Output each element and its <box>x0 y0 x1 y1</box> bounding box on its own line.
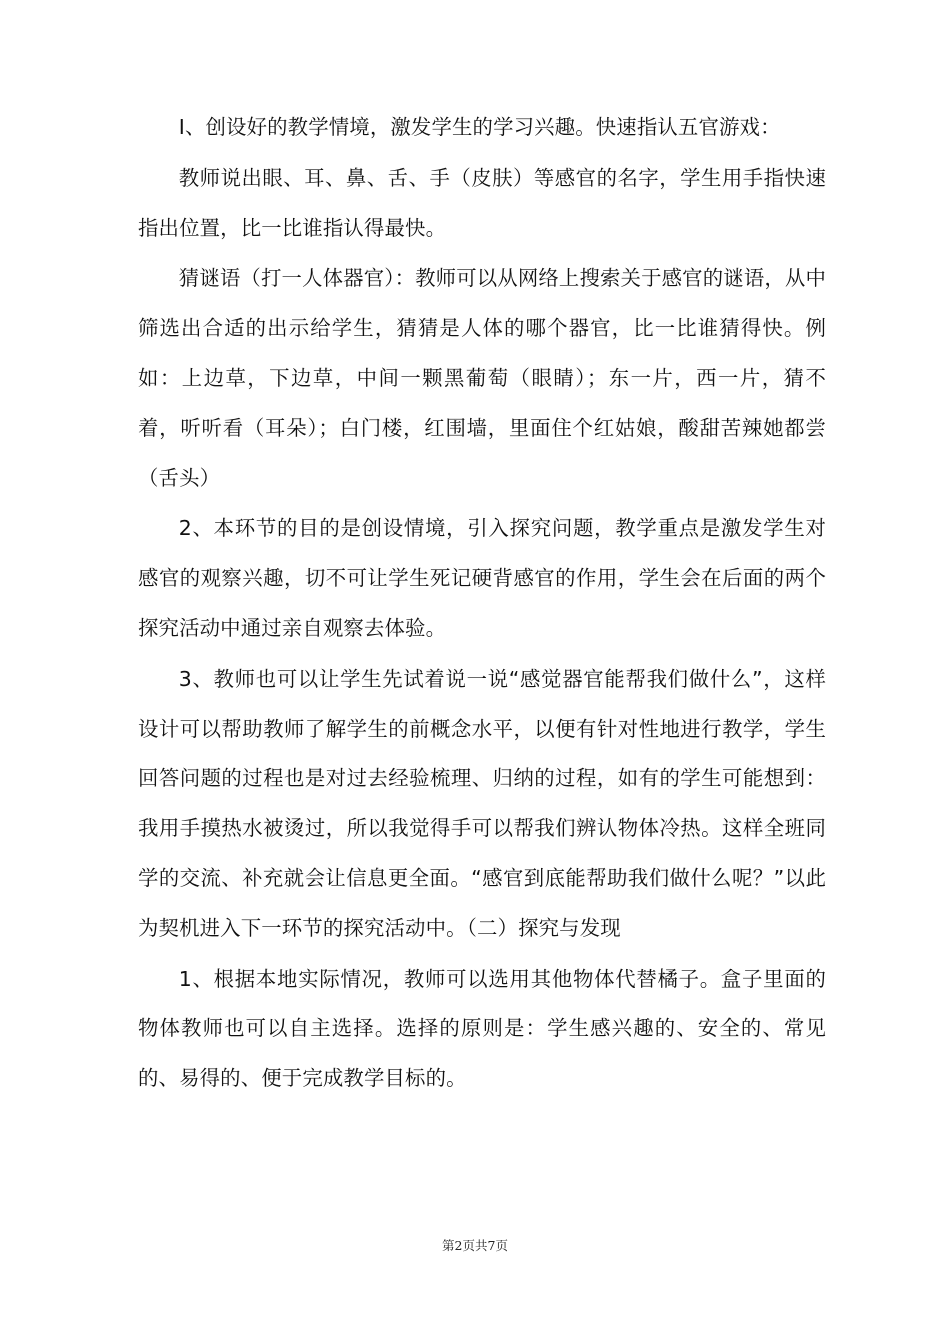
page-number: 第2页共7页 <box>442 1238 508 1253</box>
paragraph-purpose: 2、本环节的目的是创设情境，引入探究问题，教学重点是激发学生对感官的观察兴趣，切不可让学生死记硬背感官的作用，学生会在后面的两个探究活动中通过亲自观察去体验。 <box>138 516 826 640</box>
paragraph-riddles: 猜谜语（打一人体器官）：教师可以从网络上搜索关于感官的谜语，从中筛选出合适的出示给学生，猜猜是人体的哪个器官，比一比谁猜得快。例如：上边草，下边草，中间一颗黑葡萄（眼睛）；东一片，西一片，猜不着，听听看（耳朵）；白门楼，红围墙，里面住个红姑娘，酸甜苦辣她都尝（舌头） <box>138 266 826 490</box>
paragraph-discussion: 3、教师也可以让学生先试着说一说“感觉器官能帮我们做什么”，这样设计可以帮助教师了解学生的前概念水平，以便有针对性地进行教学，学生回答问题的过程也是对过去经验梳理、归纳的过程，如有的学生可能想到：我用手摸热水被烫过，所以我觉得手可以帮我们辨认物体冷热。这样全班同学的交流、补充就会让信息更全面。“感官到底能帮助我们做什么呢？”以此为契机进入下一环节的探究活动中。（二）探究与发现 <box>138 666 826 940</box>
paragraph-game-rules: 教师说出眼、耳、鼻、舌、手（皮肤）等感官的名字，学生用手指快速指出位置，比一比谁指认得最快。 <box>138 165 826 240</box>
paragraph-intro: I、创设好的教学情境，激发学生的学习兴趣。快速指认五官游戏： <box>178 115 781 139</box>
document-body <box>138 103 826 1105</box>
paragraph-materials: 1、根据本地实际情况，教师可以选用其他物体代替橘子。盒子里面的物体教师也可以自主选择。选择的原则是：学生感兴趣的、安全的、常见的、易得的、便于完成教学目标的。 <box>138 966 826 1091</box>
